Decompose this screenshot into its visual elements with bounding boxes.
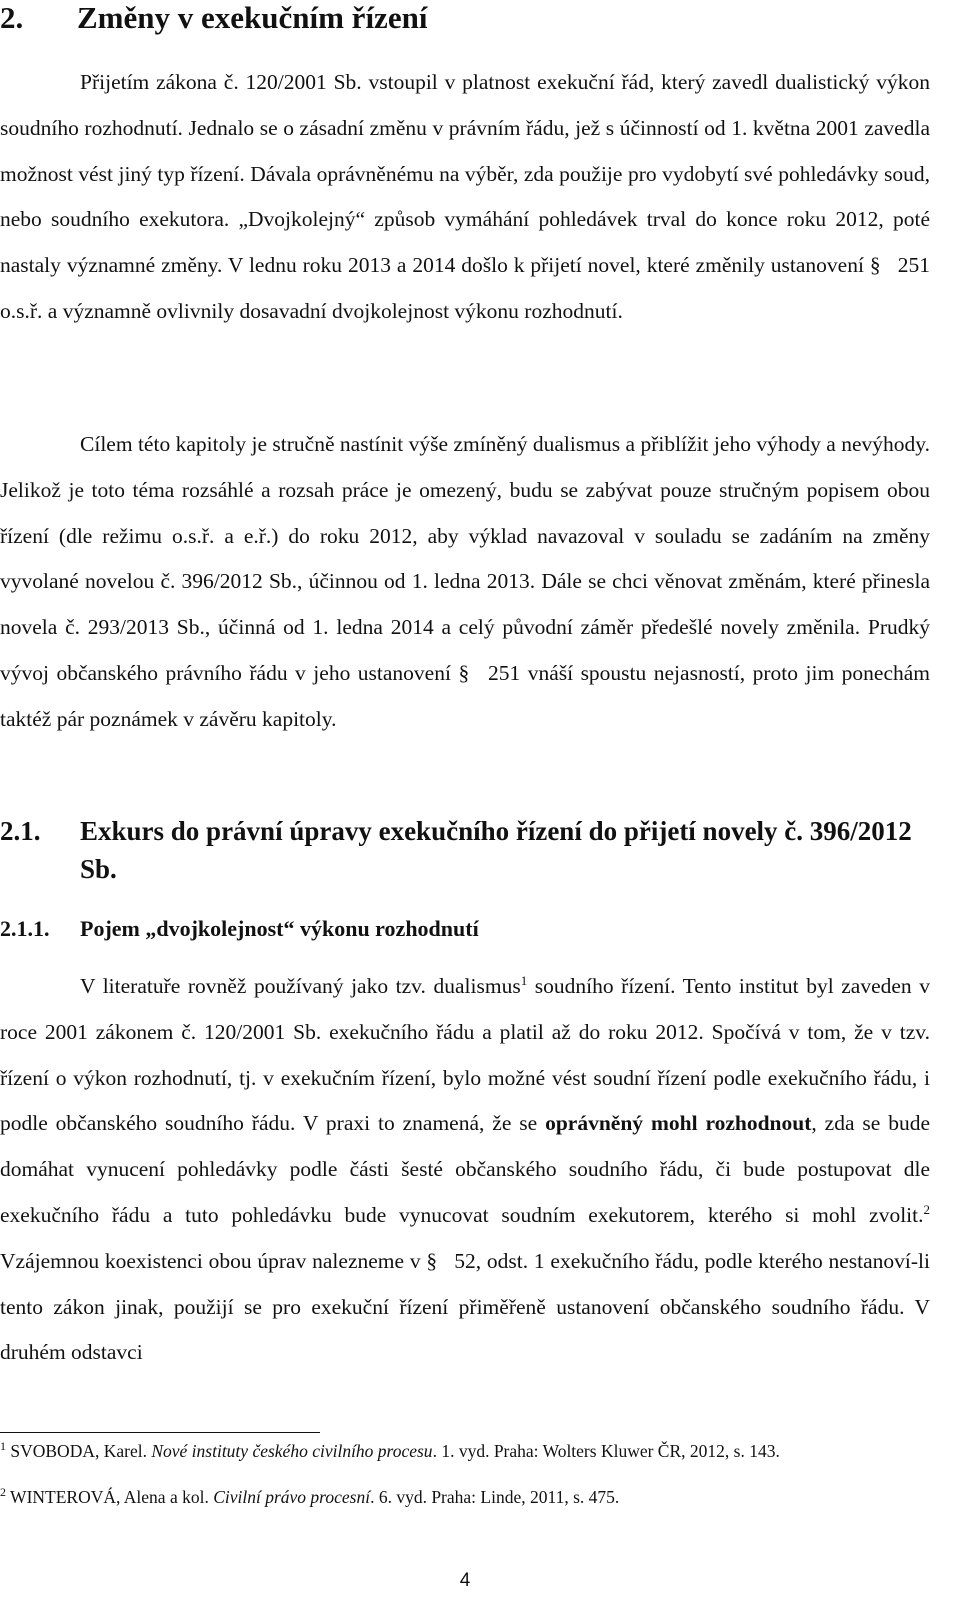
section-sign: § bbox=[458, 660, 470, 685]
section-title: Exkurs do právní úpravy exekučního řízení do přijetí novely č. 396/2012 Sb. bbox=[80, 816, 912, 884]
paragraph-aim-text-b: 251 vnáší spoustu nejasností, proto jim ponechám taktéž pár poznámek v závěru kapitoly. bbox=[0, 660, 931, 731]
paragraph-aim bbox=[0, 422, 930, 743]
subsection-title: Pojem „dvojkolejnost“ výkonu rozhodnutí bbox=[80, 916, 479, 941]
paragraph-dualism-text-b: soudního řízení. Tento institut byl zaveden v roce 2001 zákonem č. 120/2001 Sb. exekučního řádu a platil až do roku 2012. Spočívá v tom, že v tzv. řízení o výkon rozhodnutí, tj. v exekučním řízení, bylo možné vést soudní řízení podle exekučního řádu, i podle občanského soudního řádu. V praxi to znamená, že se bbox=[0, 974, 930, 1136]
paragraph-dualism bbox=[0, 964, 930, 1376]
footnote-separator bbox=[0, 1432, 320, 1433]
paragraph-dualism-text-a: V literatuře rovněž používaný jako tzv. dualismus bbox=[80, 974, 521, 998]
paragraph-dualism-text-c: , zda se bude domáhat vynucení pohledávky podle části šesté občanského soudního řádu, či bude postupovat dle exekučního řádu a tuto pohledávku bude vynucovat soudním exekutorem, kterého si mohl zvolit. bbox=[0, 1111, 931, 1227]
paragraph-intro bbox=[0, 60, 930, 335]
footnote-1-number: 1 bbox=[0, 1439, 6, 1454]
paragraph-intro-text-b: 251 o.s.ř. a významně ovlivnily dosavadní dvojkolejnost výkonu rozhodnutí. bbox=[0, 253, 931, 323]
section-number: 2.1. bbox=[0, 816, 41, 846]
footnote-1-post: . 1. vyd. Praha: Wolters Kluwer ČR, 2012, s. 143. bbox=[432, 1441, 780, 1461]
footnote-2-pre: WINTEROVÁ, Alena a kol. bbox=[6, 1487, 214, 1507]
chapter-number: 2. bbox=[0, 0, 24, 35]
section-heading bbox=[0, 812, 930, 888]
paragraph-aim-text-a: Cílem této kapitoly je stručně nastínit výše zmíněný dualismus a přiblížit jeho výhody a nevýhody. Jelikož je toto téma rozsáhlé a rozsah práce je omezený, budu se zabývat pouze stručným popisem obou řízení (dle režimu o.s.ř. a e.ř.) do roku 2012, aby výklad navazoval v souladu se zadáním na změny vyvolané novelou č. 396/2012 Sb., účinnou od 1. ledna 2013. Dále se chci věnovat změnám, které přinesla novela č. 293/2013 Sb., účinná od 1. ledna 2014 a celý původní záměr předešlé novely změnila. Prudký vývoj občanského právního řádu v jeho ustanovení bbox=[0, 432, 930, 685]
footnote-ref-1[interactable]: 1 bbox=[520, 972, 528, 988]
footnote-1-title: Nové instituty českého civilního procesu bbox=[151, 1441, 433, 1461]
paragraph-dualism-bold: oprávněný mohl rozhodnout bbox=[545, 1111, 812, 1136]
footnote-1 bbox=[0, 1440, 930, 1462]
section-sign: § bbox=[426, 1248, 438, 1273]
chapter-title: Změny v exekučním řízení bbox=[77, 0, 428, 35]
chapter-heading bbox=[0, 0, 930, 36]
footnote-2 bbox=[0, 1486, 930, 1508]
subsection-heading bbox=[0, 916, 930, 942]
subsection-number: 2.1.1. bbox=[0, 916, 50, 941]
footnote-2-post: . 6. vyd. Praha: Linde, 2011, s. 475. bbox=[370, 1487, 620, 1507]
paragraph-intro-text-a: Přijetím zákona č. 120/2001 Sb. vstoupil v platnost exekuční řád, který zavedl dualistický výkon soudního rozhodnutí. Jednalo se o zásadní změnu v právním řádu, jež s účinností od 1. května 2001 zavedla možnost vést jiný typ řízení. Dávala oprávněnému na výběr, zda použije pro vydobytí své pohledávky soud, nebo soudního exekutora. „Dvojkolejný“ způsob vymáhání pohledávek trval do konce roku 2012, poté nastaly významné změny. V lednu roku 2013 a 2014 došlo k přijetí novel, které změnily ustanovení bbox=[0, 70, 930, 278]
section-sign: § bbox=[869, 253, 881, 278]
footnote-1-pre: SVOBODA, Karel. bbox=[6, 1441, 152, 1461]
footnote-ref-2[interactable]: 2 bbox=[923, 1201, 930, 1217]
page-number: 4 bbox=[459, 1570, 471, 1591]
paragraph-dualism-text-e: 52, odst. 1 exekučního řádu, podle kterého nestanoví-li tento zákon jinak, použijí se pro exekuční řízení přiměřeně ustanovení občanského soudního řádu. V druhém odstavci bbox=[0, 1248, 930, 1365]
footnote-2-title: Civilní právo procesní bbox=[213, 1487, 371, 1507]
paragraph-dualism-text-d: Vzájemnou koexistenci obou úprav nalezneme v bbox=[0, 1248, 421, 1273]
footnote-2-number: 2 bbox=[0, 1485, 6, 1500]
